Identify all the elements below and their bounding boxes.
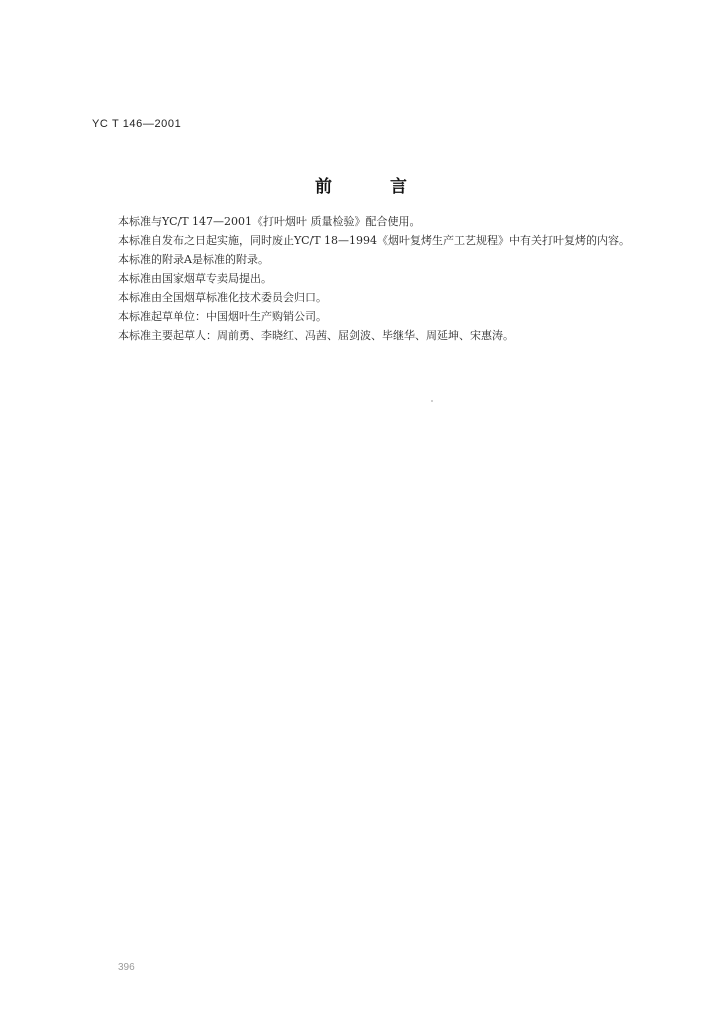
page-title: 前言: [315, 177, 465, 197]
scan-speck: [431, 400, 433, 402]
paragraph-usage: 本标准与YC/T 147—2001《打叶烟叶 质量检验》配合使用。: [118, 215, 421, 228]
foreword-body: [92, 212, 658, 345]
paragraph-implementation: 本标准自发布之日起实施，同时废止YC/T 18—1994《烟叶复烤生产工艺规程》中有关打叶复烤的内容。: [118, 234, 631, 247]
page-number: 396: [118, 962, 135, 973]
paragraph-administrator: 本标准由全国烟草标准化技术委员会归口。: [118, 291, 327, 304]
standard-code: YC T 146—2001: [92, 118, 182, 130]
paragraph-drafting-unit: 本标准起草单位：中国烟叶生产购销公司。: [118, 310, 327, 323]
paragraph-appendix: 本标准的附录A是标准的附录。: [118, 253, 269, 266]
paragraph-proposer: 本标准由国家烟草专卖局提出。: [118, 272, 272, 285]
paragraph-drafters: 本标准主要起草人：周前勇、李晓红、冯茜、屈剑波、毕继华、周延坤、宋惠涛。: [118, 329, 514, 342]
